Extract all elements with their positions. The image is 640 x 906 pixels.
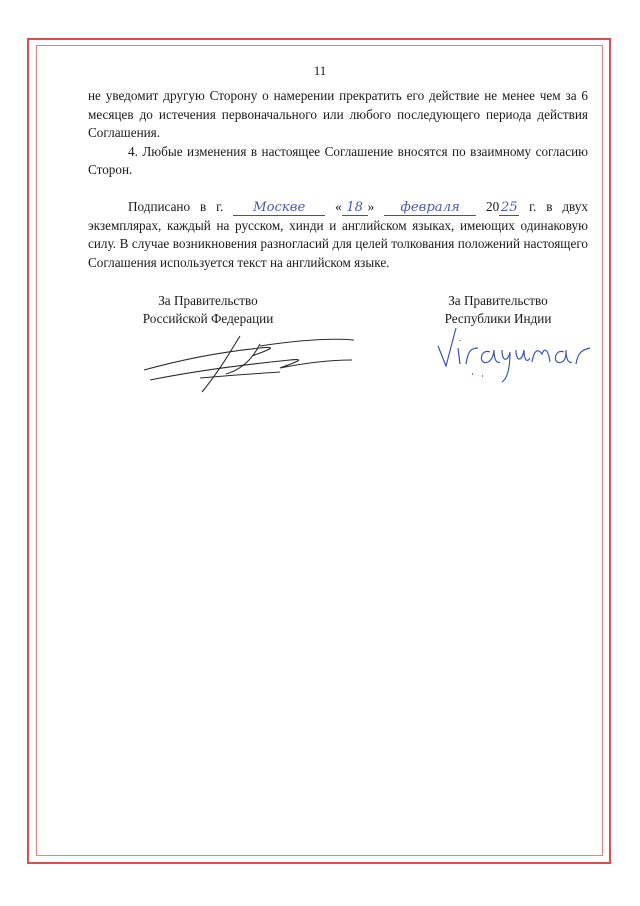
paragraph-amendments: 4. Любые изменения в настоящее Соглашение вносятся по взаимному согласию Сторон. xyxy=(88,143,588,178)
signature-india xyxy=(432,322,597,384)
signatory-india-line2: Республики Индии xyxy=(444,311,552,326)
signing-prefix: Подписано в г. xyxy=(128,198,224,214)
signature-russia xyxy=(140,330,360,400)
handwritten-city: Москве xyxy=(233,200,325,216)
document-body xyxy=(88,87,588,272)
handwritten-month: февраля xyxy=(384,200,476,216)
handwritten-day: 18 xyxy=(342,200,368,216)
quote-open: « xyxy=(335,198,342,214)
signatory-russia-line2: Российской Федерации xyxy=(142,311,274,326)
handwritten-year: 25 xyxy=(500,199,518,215)
signing-rest: г. в двух экземплярах, каждый на русском, хинди и английском языках, имеющих одинаковую силу. В случае возникновения разногласий для целей толкования положений настоящего Соглашения используется текст на английском языке. xyxy=(88,198,589,270)
paragraph-continuation: не уведомит другую Сторону о намерении прекратить его действие не менее чем за 6 месяцев до истечения первоначального или любого последующего периода действия Соглашения. xyxy=(88,88,588,141)
year-prefix: 20 xyxy=(486,198,500,214)
page-number: 11 xyxy=(313,63,327,78)
signatory-russia xyxy=(118,292,298,328)
signatory-russia-line1: За Правительство xyxy=(158,293,258,308)
paragraph-signing xyxy=(88,198,588,272)
quote-close: » xyxy=(367,198,375,214)
signatory-india-line1: За Правительство xyxy=(448,293,548,308)
